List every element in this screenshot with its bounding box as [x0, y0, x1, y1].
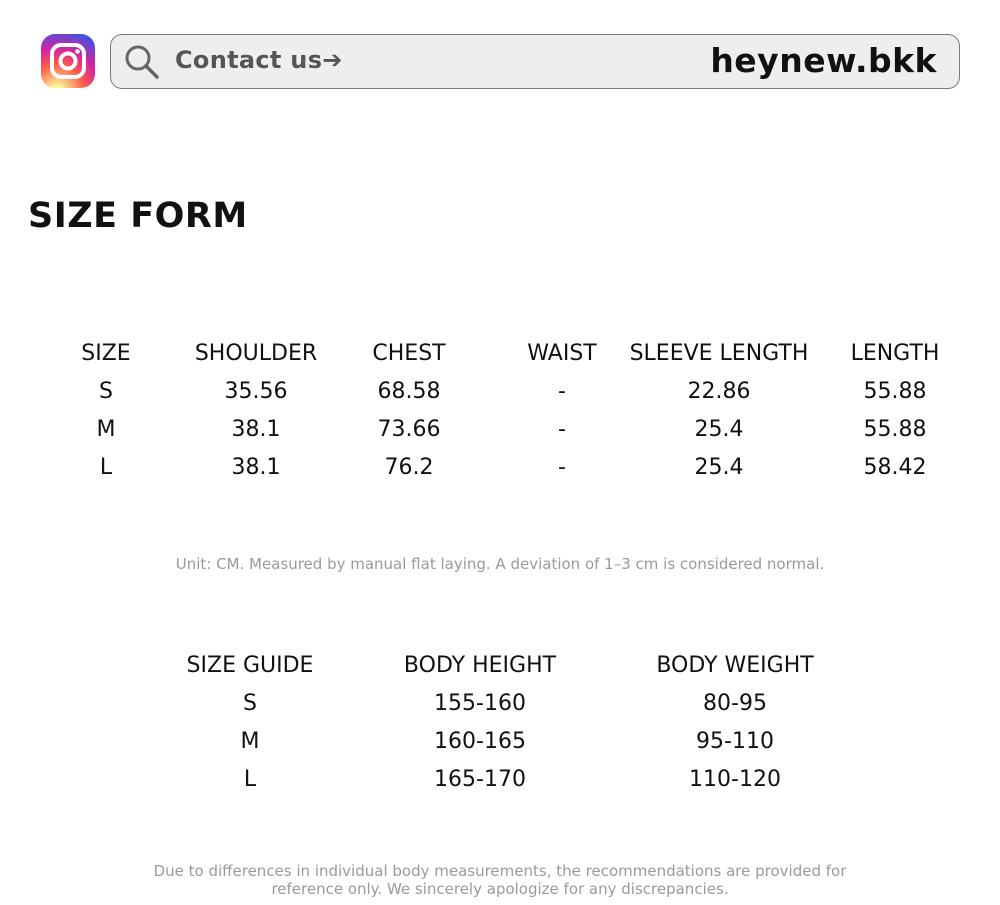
- table-cell: 35.56: [224, 379, 288, 404]
- disclaimer-line-1: Due to differences in individual body measurements, the recommendations are provided for: [153, 862, 847, 880]
- table-cell: 38.1: [231, 417, 281, 442]
- table-cell: 22.86: [687, 379, 751, 404]
- table-cell: L: [99, 455, 113, 480]
- sleeve-length-header: SLEEVE LENGTH: [629, 341, 809, 366]
- table-cell: 80-95: [703, 691, 767, 716]
- table-cell: 110-120: [689, 767, 781, 792]
- search-icon: [124, 44, 160, 84]
- table-cell: 68.58: [377, 379, 441, 404]
- table-cell: M: [96, 417, 116, 442]
- disclaimer-line-2: reference only. We sincerely apologize for any discrepancies.: [271, 880, 729, 898]
- shoulder-header: SHOULDER: [194, 341, 318, 366]
- body-weight-header: BODY WEIGHT: [656, 653, 814, 678]
- body-height-header: BODY HEIGHT: [403, 653, 557, 678]
- table-cell: 58.42: [863, 455, 927, 480]
- table-cell: 155-160: [434, 691, 526, 716]
- table-cell: M: [240, 729, 260, 754]
- table-cell: 55.88: [863, 379, 927, 404]
- table-cell: 165-170: [434, 767, 526, 792]
- table-cell: 76.2: [384, 455, 434, 480]
- table-cell: -: [558, 379, 566, 404]
- table-cell: 160-165: [434, 729, 526, 754]
- table-cell: 25.4: [694, 455, 744, 480]
- chest-header: CHEST: [372, 341, 446, 366]
- table-cell: -: [558, 455, 566, 480]
- unit-note: Unit: CM. Measured by manual flat laying. A deviation of 1–3 cm is considered normal.: [175, 555, 825, 573]
- contact-us-label[interactable]: Contact us➔: [175, 46, 343, 74]
- table-cell: 25.4: [694, 417, 744, 442]
- size-header: SIZE: [81, 341, 131, 366]
- length-header: LENGTH: [850, 341, 940, 366]
- instagram-handle: heynew.bkk: [710, 41, 937, 80]
- page-title: SIZE FORM: [28, 196, 248, 236]
- table-cell: S: [99, 379, 113, 404]
- table-cell: 55.88: [863, 417, 927, 442]
- size-guide-header: SIZE GUIDE: [186, 653, 314, 678]
- contact-search-bar[interactable]: [110, 34, 960, 89]
- table-cell: -: [558, 417, 566, 442]
- table-cell: 38.1: [231, 455, 281, 480]
- table-cell: S: [243, 691, 257, 716]
- table-cell: 95-110: [696, 729, 774, 754]
- waist-header: WAIST: [527, 341, 597, 366]
- table-cell: 73.66: [377, 417, 441, 442]
- instagram-logo-icon[interactable]: [41, 34, 95, 88]
- table-cell: L: [243, 767, 257, 792]
